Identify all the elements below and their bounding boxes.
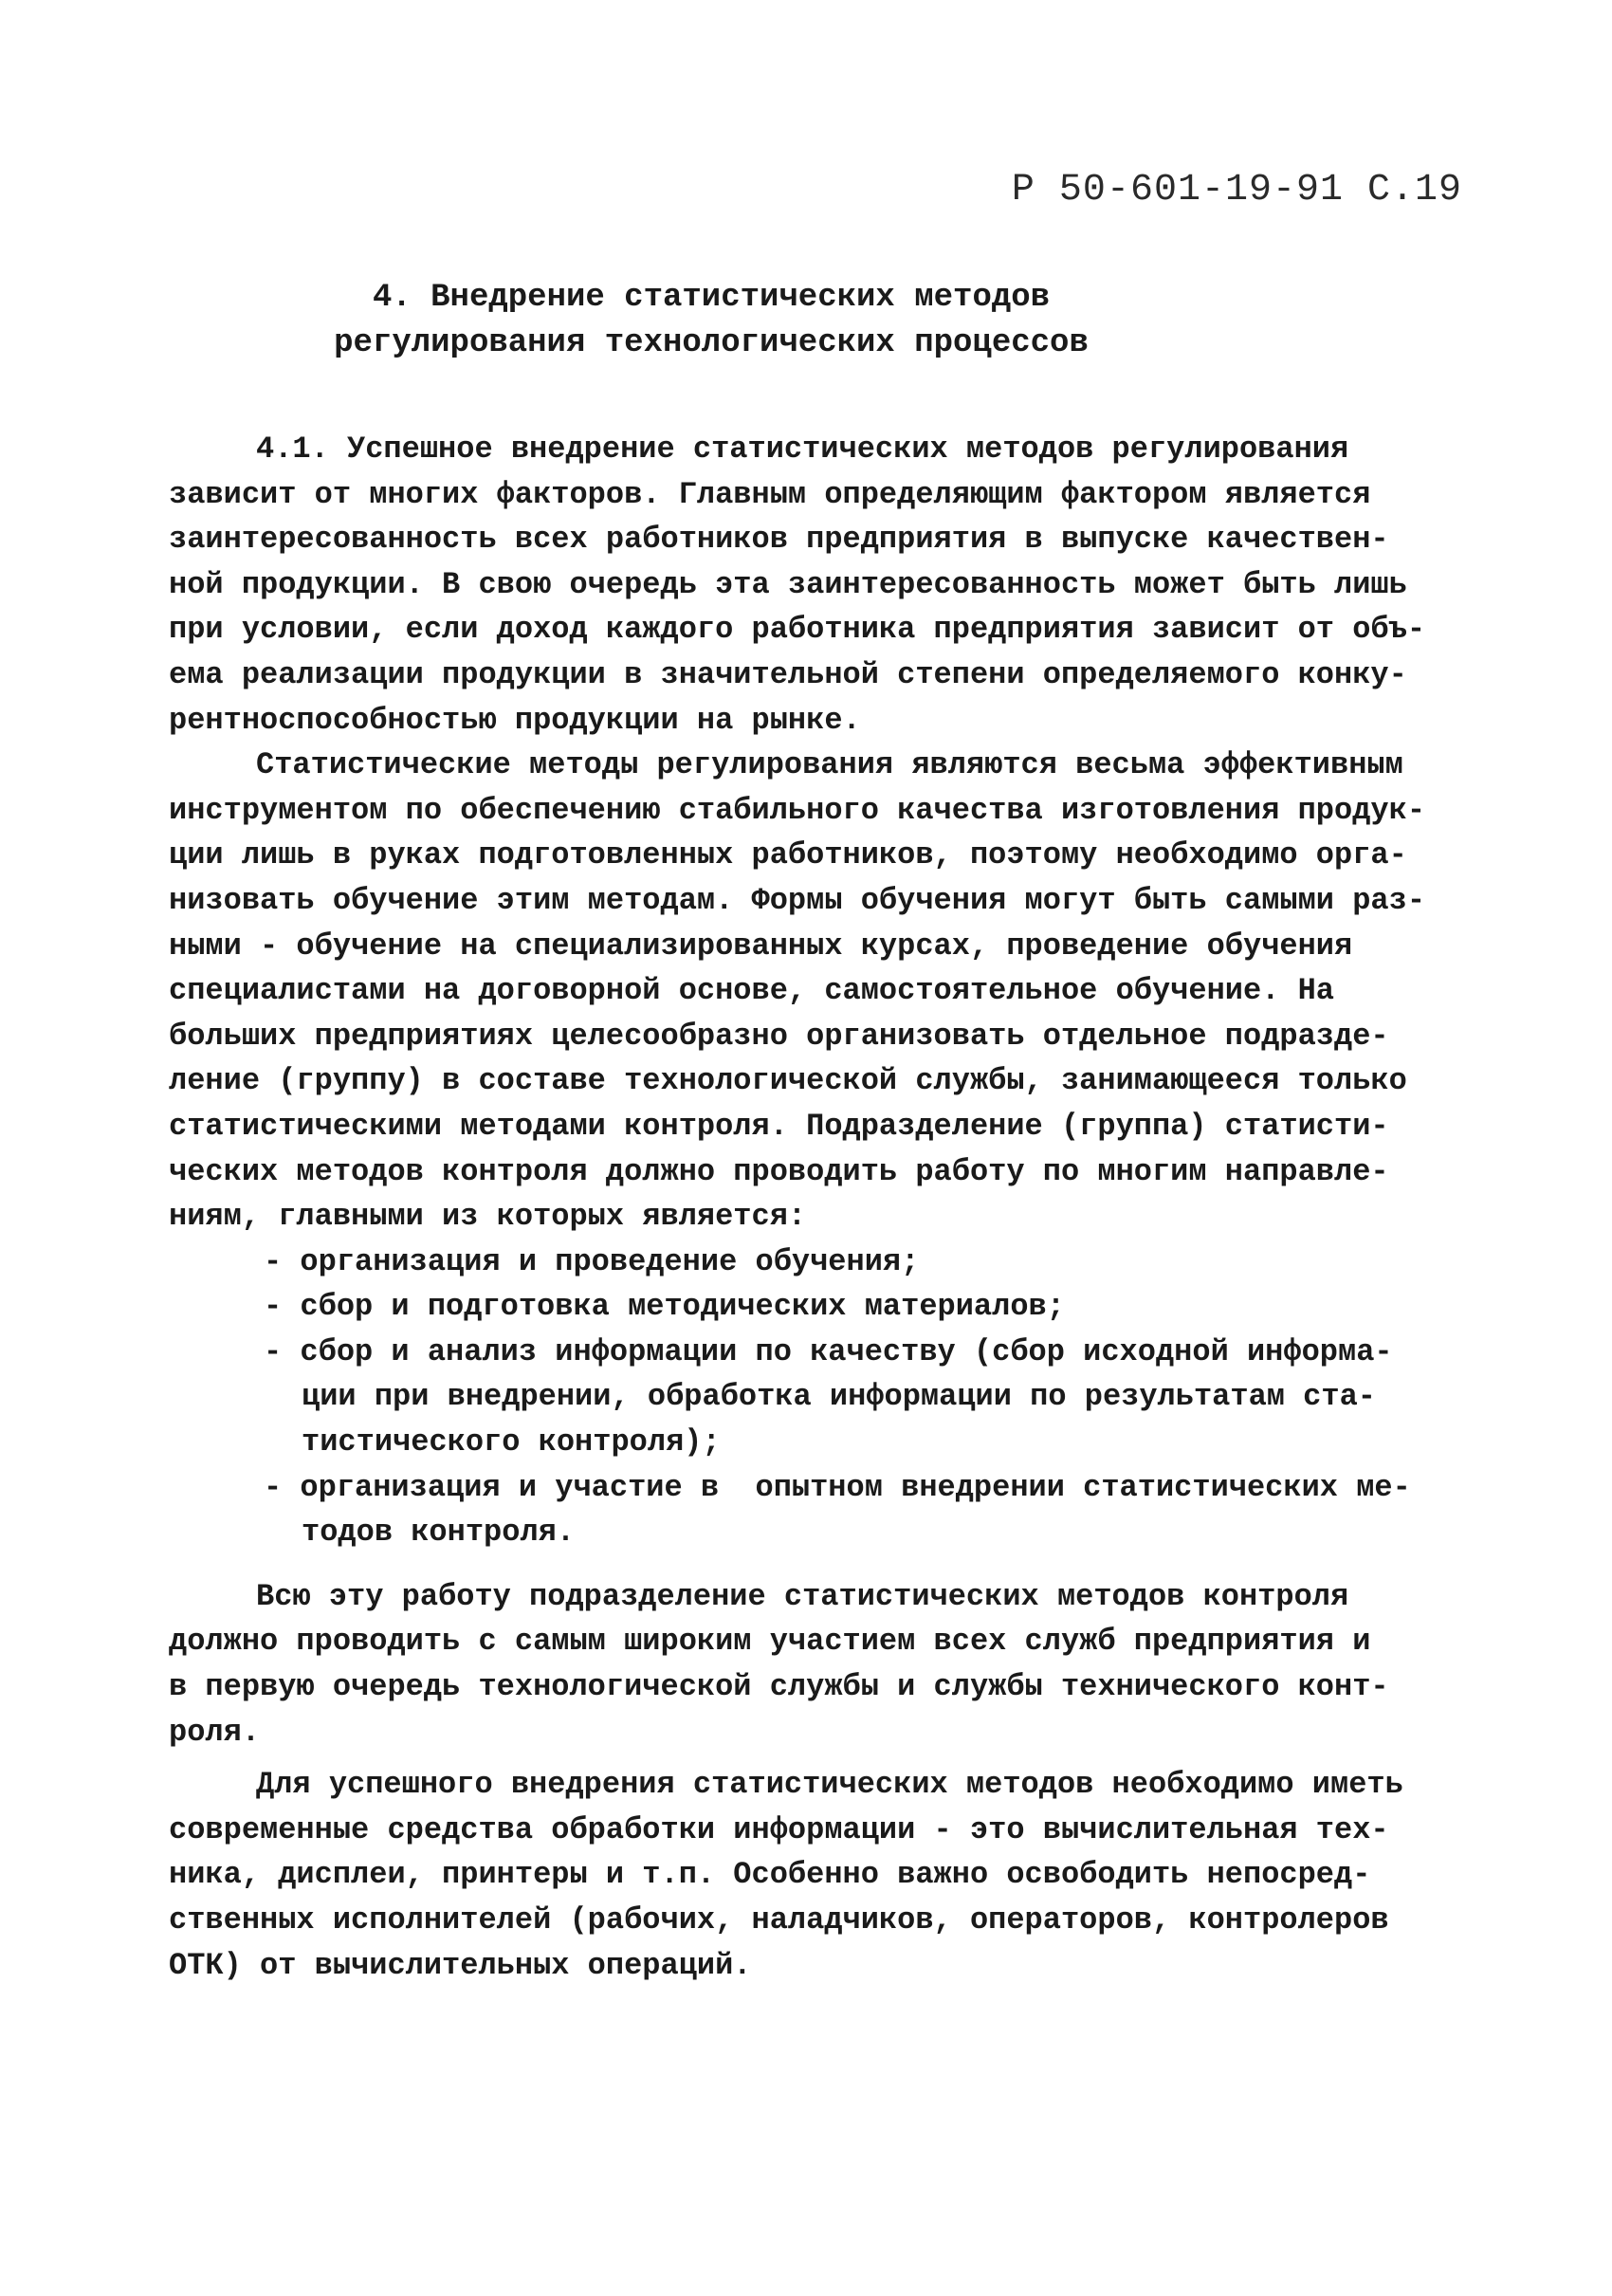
text-line: должно проводить с самым широким участием всех служб предприятия и (169, 1624, 1371, 1660)
text-line: роля. (169, 1714, 261, 1750)
list-item (169, 1240, 1477, 1285)
text-line: ными - обучение на специализированных курсах, проведение обучения (169, 928, 1353, 964)
text-line: рентноспособностью продукции на рынке. (169, 702, 861, 738)
text-line: Для успешного внедрения статистических методов необходимо иметь (256, 1767, 1403, 1803)
paragraph-training (169, 743, 1477, 1240)
text-line: статистическими методами контроля. Подразделение (группа) статисти- (169, 1108, 1389, 1144)
paragraph-computing (169, 1762, 1477, 1988)
text-line: Статистические методы регулирования являются весьма эффективным (256, 747, 1403, 783)
list-item-line: - сбор и подготовка методических материалов; (264, 1289, 1065, 1325)
section-title-line-1: 4. Внедрение статистических методов (372, 280, 1051, 316)
text-line: заинтересованность всех работников предприятия в выпуске качествен- (169, 522, 1389, 558)
directions-list (169, 1240, 1477, 1555)
paragraph-4-1 (169, 427, 1477, 743)
text-line: ной продукции. В свою очередь эта заинтересованность может быть лишь (169, 566, 1407, 602)
list-item (169, 1284, 1477, 1330)
document-body (169, 427, 1477, 1988)
text-line: низовать обучение этим методам. Формы обучения могут быть самыми раз- (169, 882, 1426, 918)
text-line: ление (группу) в составе технологической службы, занимающееся только (169, 1063, 1407, 1099)
text-line: Всю эту работу подразделение статистических методов контроля (256, 1578, 1349, 1614)
text-line: при условии, если доход каждого работника предприятия зависит от объ- (169, 612, 1426, 648)
list-item-line: - сбор и анализ информации по качеству (сбор исходной информа- (264, 1333, 1393, 1369)
text-line: 4.1. Успешное внедрение статистических методов регулирования (256, 432, 1349, 467)
text-line: ника, дисплеи, принтеры и т.п. Особенно важно освободить непосред- (169, 1857, 1371, 1893)
text-line: ема реализации продукции в значительной степени определяемого конку- (169, 656, 1407, 692)
text-line: зависит от многих факторов. Главным определяющим фактором является (169, 476, 1371, 512)
list-item-line: - организация и проведение обучения; (264, 1243, 920, 1279)
text-line: ственных исполнителей (рабочих, наладчиков, операторов, контролеров (169, 1902, 1389, 1938)
text-line: инструментом по обеспечению стабильного качества изготовления продук- (169, 792, 1426, 828)
text-line: ниям, главными из которых является: (169, 1199, 807, 1235)
paragraph-cooperation (169, 1574, 1477, 1754)
list-item-line: тодов контроля. (302, 1515, 576, 1551)
document-code-header: Р 50-601-19-91 С.19 (1011, 169, 1462, 211)
section-title-line-2: регулирования технологических процессов (334, 325, 1089, 361)
list-item-line: тистического контроля); (302, 1424, 721, 1460)
text-line: ции лишь в руках подготовленных работников, поэтому необходимо орга- (169, 837, 1407, 873)
text-line: в первую очередь технологической службы и службы технического конт- (169, 1669, 1389, 1705)
list-item-line: ции при внедрении, обработка информации по результатам ста- (302, 1379, 1376, 1415)
list-item-line: - организация и участие в опытном внедрении статистических ме- (264, 1469, 1411, 1505)
list-item (169, 1330, 1477, 1465)
list-item (169, 1465, 1477, 1555)
section-title (0, 275, 1422, 366)
text-line: ческих методов контроля должно проводить работу по многим направле- (169, 1153, 1389, 1189)
text-line: ОТК) от вычислительных операций. (169, 1947, 752, 1983)
text-line: современные средства обработки информации - это вычислительная тех- (169, 1811, 1389, 1847)
text-line: больших предприятиях целесообразно организовать отдельное подразде- (169, 1018, 1389, 1054)
text-line: специалистами на договорной основе, самостоятельное обучение. На (169, 973, 1334, 1009)
